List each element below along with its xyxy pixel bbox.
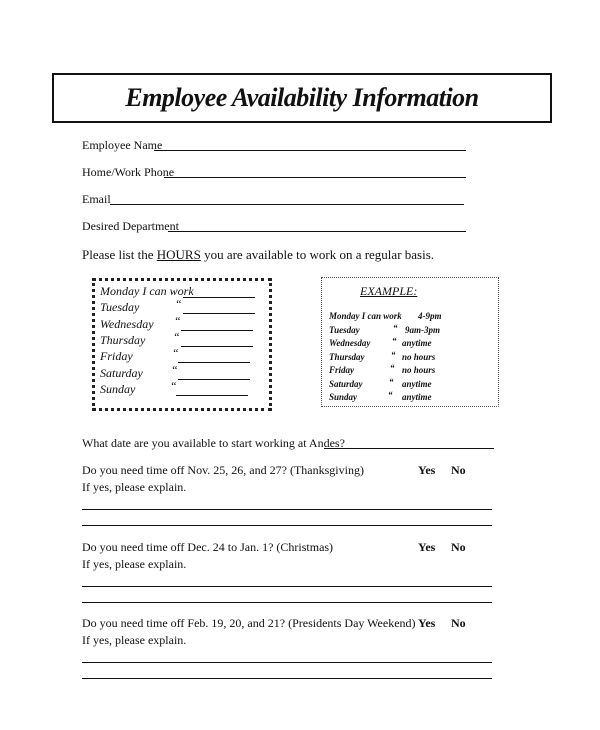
- explain-line[interactable]: [82, 509, 492, 510]
- no-option[interactable]: No: [451, 616, 466, 630]
- ditto-mark: “: [173, 329, 180, 344]
- yes-option[interactable]: Yes: [418, 616, 436, 630]
- day-hours-field[interactable]: [183, 313, 255, 314]
- day-label: Wednesday: [100, 316, 154, 331]
- day-label: Friday: [100, 349, 133, 364]
- phone-field[interactable]: [164, 177, 466, 178]
- question-text: Do you need time off Feb. 19, 20, and 21? (Presidents Day Weekend): [82, 616, 416, 630]
- email-field[interactable]: [110, 204, 464, 205]
- explain-label: If yes, please explain.: [82, 556, 187, 571]
- employee-name-label: Employee Name: [82, 138, 163, 152]
- day-label: Monday I can work: [100, 284, 194, 298]
- day-hours-field[interactable]: [181, 346, 253, 347]
- day-label: Sunday: [100, 381, 136, 396]
- day-label: Saturday: [100, 365, 143, 380]
- question-text: Do you need time off Nov. 25, 26, and 27? (Thanksgiving): [82, 463, 364, 477]
- explain-line[interactable]: [82, 602, 492, 603]
- day-hours-field[interactable]: [183, 297, 255, 298]
- example-day: Friday: [329, 365, 355, 375]
- department-label: Desired Department: [82, 219, 179, 233]
- ditto-mark: “: [392, 336, 397, 346]
- no-option[interactable]: No: [451, 539, 466, 554]
- ditto-mark: “: [175, 297, 182, 312]
- explain-line[interactable]: [82, 586, 492, 587]
- ditto-mark: “: [171, 362, 178, 377]
- day-hours-field[interactable]: [176, 395, 248, 396]
- explain-label: If yes, please explain.: [82, 633, 187, 647]
- ditto-mark: “: [389, 376, 394, 387]
- phone-label: Home/Work Phone: [82, 165, 175, 179]
- explain-line[interactable]: [82, 678, 492, 679]
- example-day: Monday I can work: [329, 311, 402, 321]
- day-label: Thursday: [100, 332, 146, 347]
- explain-line[interactable]: [82, 525, 492, 526]
- example-value: no hours: [402, 365, 436, 375]
- ditto-mark: “: [172, 346, 179, 361]
- department-field[interactable]: [168, 231, 466, 232]
- email-label: Email: [82, 192, 111, 206]
- yes-option[interactable]: Yes: [418, 463, 436, 477]
- example-day: Sunday: [329, 392, 358, 402]
- day-label: Tuesday: [100, 300, 140, 315]
- example-day: Wednesday: [329, 338, 371, 348]
- day-hours-field[interactable]: [178, 379, 250, 380]
- explain-label: If yes, please explain.: [82, 480, 187, 494]
- ditto-mark: “: [393, 322, 398, 333]
- no-option[interactable]: No: [451, 463, 466, 477]
- ditto-mark: “: [174, 313, 181, 328]
- ditto-mark: “: [390, 363, 395, 373]
- hours-prompt: Please list the HOURS you are available to work on a regular basis.: [82, 247, 435, 262]
- day-hours-field[interactable]: [178, 362, 250, 363]
- question-text: Do you need time off Dec. 24 to Jan. 1? (Christmas): [82, 539, 334, 554]
- explain-line[interactable]: [82, 662, 492, 663]
- day-hours-field[interactable]: [181, 330, 253, 331]
- employee-name-field[interactable]: [154, 150, 466, 151]
- example-value: anytime: [402, 392, 432, 402]
- start-date-field[interactable]: [324, 448, 494, 449]
- ditto-mark: “: [170, 378, 177, 393]
- example-heading: EXAMPLE:: [360, 284, 418, 298]
- form-title: Employee Availability Information: [52, 73, 552, 123]
- example-day: Saturday: [329, 378, 363, 389]
- example-value: 9am-3pm: [405, 324, 440, 335]
- yes-option[interactable]: Yes: [418, 539, 436, 554]
- example-value: no hours: [402, 351, 436, 362]
- example-value: anytime: [402, 378, 432, 389]
- start-date-label: What date are you available to start working at Andes?: [82, 436, 345, 450]
- example-value: 4-9pm: [418, 311, 442, 321]
- ditto-mark: “: [391, 349, 396, 360]
- example-day: Thursday: [329, 351, 365, 362]
- example-value: anytime: [402, 338, 432, 348]
- example-day: Tuesday: [329, 324, 360, 335]
- ditto-mark: “: [388, 390, 393, 400]
